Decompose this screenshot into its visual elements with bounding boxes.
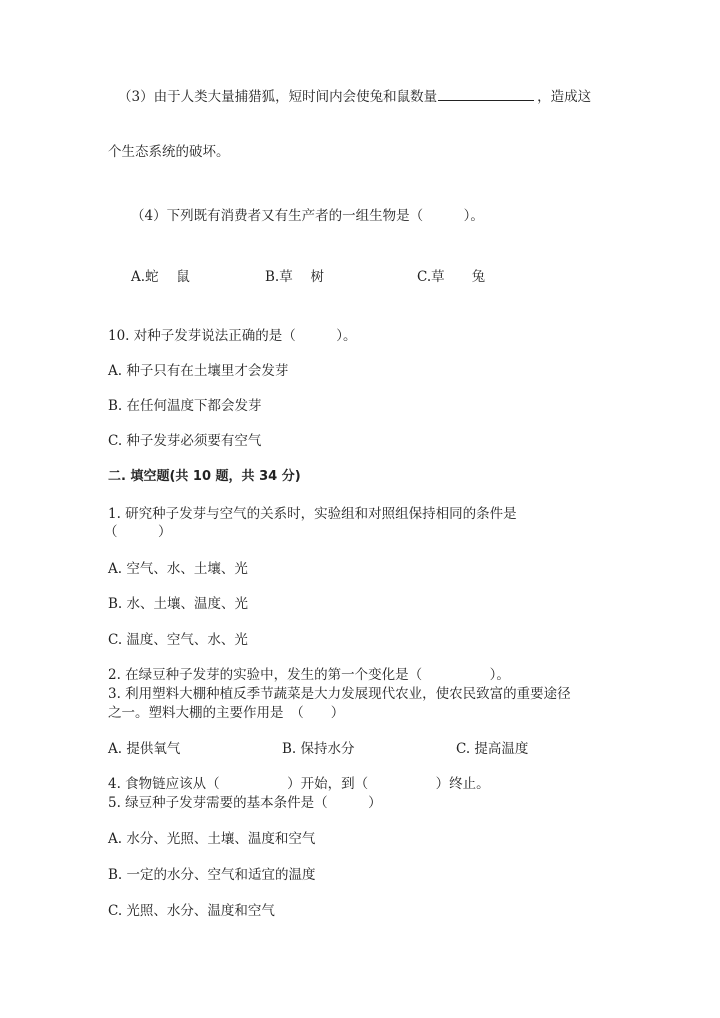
q10-option-c[interactable]: C. 种子发芽必须要有空气 <box>108 433 262 449</box>
q4-option-c[interactable]: C.草 兔 <box>417 269 486 285</box>
f1-stem-line2: （ ） <box>104 524 172 540</box>
section-heading: 二. 填空题(共 10 题，共 34 分) <box>108 469 301 484</box>
q10-option-a[interactable]: A. 种子只有在土壤里才会发芽 <box>108 363 289 379</box>
f4-stem: 4. 食物链应该从（ ）开始，到（ ）终止。 <box>108 776 490 792</box>
q3-text-before: （3）由于人类大量捕猎狐，短时间内会使兔和鼠数量 <box>118 89 438 105</box>
f5-stem: 5. 绿豆种子发芽需要的基本条件是（ ） <box>108 795 382 811</box>
q3-text-after: ，造成这 <box>537 89 592 105</box>
f1-option-a[interactable]: A. 空气、水、土壤、光 <box>108 561 248 577</box>
f1-option-c[interactable]: C. 温度、空气、水、光 <box>108 632 248 648</box>
q10-stem: 10. 对种子发芽说法正确的是（ ）。 <box>108 328 357 344</box>
f3-option-c[interactable]: C. 提高温度 <box>456 741 529 757</box>
f3-option-b[interactable]: B. 保持水分 <box>282 741 355 757</box>
f5-option-b[interactable]: B. 一定的水分、空气和适宜的温度 <box>108 867 316 883</box>
f3-option-a[interactable]: A. 提供氧气 <box>108 741 181 757</box>
q3-answer-blank[interactable] <box>438 88 534 101</box>
q4-option-a[interactable]: A.蛇 鼠 <box>131 269 190 285</box>
q4-stem: （4）下列既有消费者又有生产者的一组生物是（ ）。 <box>131 208 484 224</box>
f3-stem-line1: 3. 利用塑料大棚种植反季节蔬菜是大力发展现代农业，使农民致富的重要途径 <box>108 686 571 702</box>
f5-option-a[interactable]: A. 水分、光照、土壤、温度和空气 <box>108 831 316 847</box>
f5-option-c[interactable]: C. 光照、水分、温度和空气 <box>108 903 275 919</box>
f2-stem: 2. 在绿豆种子发芽的实验中，发生的第一个变化是（ ）。 <box>108 667 510 683</box>
f1-option-b[interactable]: B. 水、土壤、温度、光 <box>108 596 249 612</box>
f1-stem-line1: 1. 研究种子发芽与空气的关系时，实验组和对照组保持相同的条件是 <box>108 506 517 522</box>
q4-option-b[interactable]: B.草 树 <box>265 269 325 285</box>
q3-line2: 个生态系统的破坏。 <box>108 144 230 160</box>
f3-stem-line2: 之一。塑料大棚的主要作用是 （ ） <box>108 705 345 721</box>
q3-line1 <box>118 88 591 106</box>
q10-option-b[interactable]: B. 在任何温度下都会发芽 <box>108 398 262 414</box>
